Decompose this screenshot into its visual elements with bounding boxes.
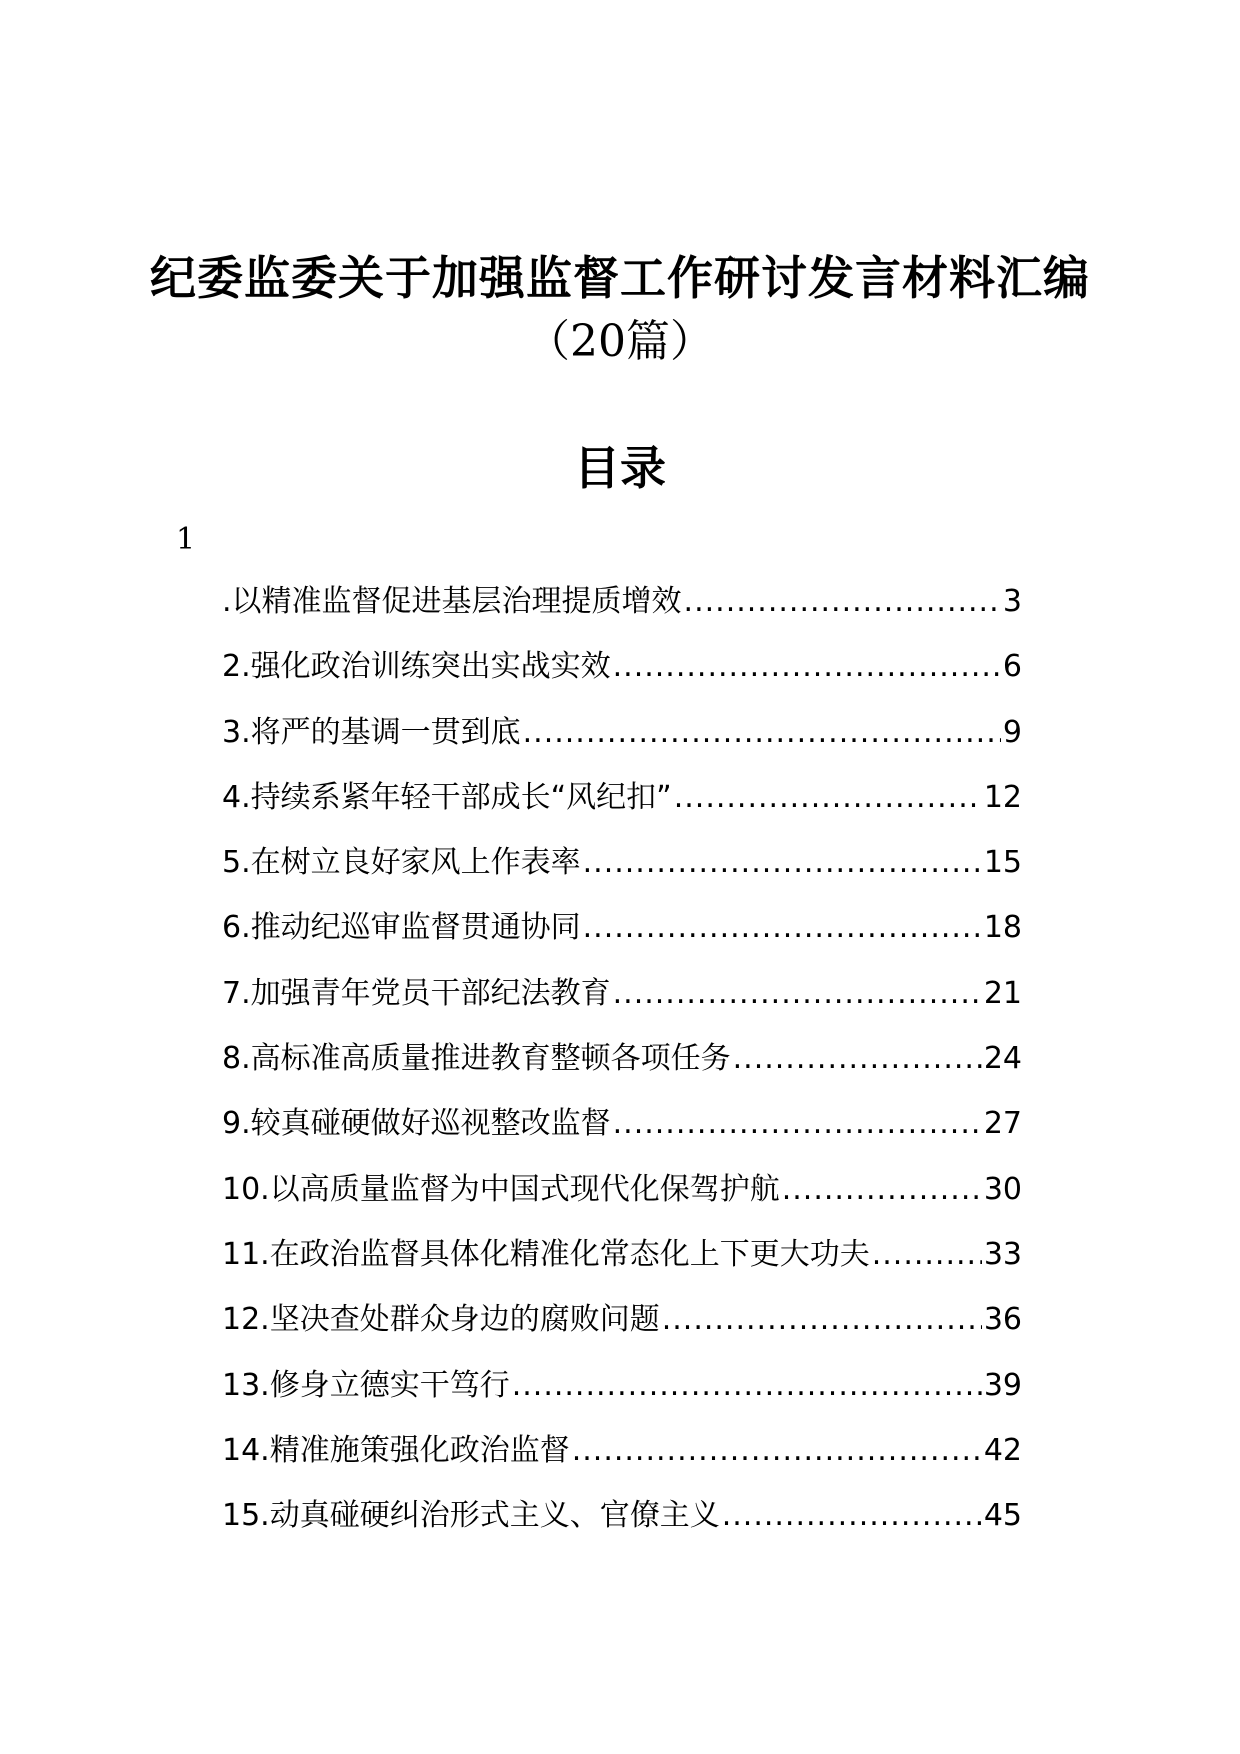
toc-entry-5[interactable]	[222, 843, 1022, 908]
toc-entry-14[interactable]	[222, 1431, 1022, 1496]
document-subtitle: （20篇）	[526, 316, 714, 367]
toc-page-number: 45	[983, 1498, 1022, 1534]
toc-entry-6[interactable]	[222, 908, 1022, 973]
toc-dot-leader	[662, 1300, 982, 1340]
toc-page-number: 12	[983, 779, 1022, 815]
table-of-contents	[222, 582, 1022, 1561]
toc-entry-4[interactable]	[222, 778, 1022, 843]
toc-heading: 目录	[574, 441, 666, 495]
toc-entry-title: 10.以高质量监督为中国式现代化保驾护航	[222, 1171, 780, 1207]
toc-page-number: 9	[1002, 714, 1022, 750]
toc-entry-title: 12.坚决查处群众身边的腐败问题	[222, 1302, 660, 1338]
toc-dot-leader	[613, 1104, 982, 1144]
toc-entry-title: 7.加强青年党员干部纪法教育	[222, 975, 611, 1011]
toc-entry-11[interactable]	[222, 1235, 1022, 1300]
toc-dot-leader	[583, 908, 982, 948]
toc-page-number: 18	[983, 910, 1022, 946]
toc-dot-leader	[733, 1039, 982, 1079]
toc-stray-number: 1	[176, 522, 196, 557]
toc-entry-title: 11.在政治监督具体化精准化常态化上下更大功夫	[222, 1236, 870, 1272]
toc-entry-15[interactable]	[222, 1496, 1022, 1561]
toc-dot-leader	[684, 582, 1001, 622]
toc-page-number: 6	[1002, 649, 1022, 685]
toc-page-number: 27	[983, 1106, 1022, 1142]
toc-dot-leader	[512, 1366, 982, 1406]
toc-page-number: 3	[1002, 584, 1022, 619]
toc-entry-title: 2.强化政治训练突出实战实效	[222, 649, 611, 685]
document-title: 纪委监委关于加强监督工作研讨发言材料汇编	[150, 251, 1090, 305]
toc-entry-title: 5.在树立良好家风上作表率	[222, 845, 581, 881]
toc-entry-10[interactable]	[222, 1170, 1022, 1235]
toc-entry-title: 3.将严的基调一贯到底	[222, 714, 521, 750]
toc-entry-2[interactable]	[222, 647, 1022, 712]
toc-entry-13[interactable]	[222, 1366, 1022, 1431]
toc-entry-title: 15.动真碰硬纠治形式主义、官僚主义	[222, 1498, 720, 1534]
toc-page-number: 42	[983, 1432, 1022, 1468]
toc-entry-title: 8.高标准高质量推进教育整顿各项任务	[222, 1041, 731, 1077]
toc-entry-title: 6.推动纪巡审监督贯通协同	[222, 910, 581, 946]
toc-page-number: 30	[983, 1171, 1022, 1207]
toc-dot-leader	[782, 1170, 982, 1210]
toc-entry-3[interactable]	[222, 713, 1022, 778]
toc-entry-12[interactable]	[222, 1300, 1022, 1365]
toc-entry-9[interactable]	[222, 1104, 1022, 1169]
toc-entry-title: 14.精准施策强化政治监督	[222, 1432, 570, 1468]
toc-page-number: 24	[983, 1041, 1022, 1077]
toc-page-number: 33	[983, 1236, 1022, 1272]
toc-entry-1[interactable]	[222, 582, 1022, 647]
toc-entry-7[interactable]	[222, 974, 1022, 1039]
toc-page-number: 21	[983, 975, 1022, 1011]
toc-entry-title: 9.较真碰硬做好巡视整改监督	[222, 1106, 611, 1142]
toc-dot-leader	[583, 843, 982, 883]
toc-page-number: 36	[983, 1302, 1022, 1338]
toc-entry-title: .以精准监督促进基层治理提质增效	[222, 584, 682, 619]
toc-dot-leader	[523, 713, 1001, 753]
toc-page-number: 15	[983, 845, 1022, 881]
toc-dot-leader	[872, 1235, 982, 1275]
toc-dot-leader	[722, 1496, 982, 1536]
toc-entry-title: 13.修身立德实干笃行	[222, 1367, 510, 1403]
toc-dot-leader	[613, 647, 1001, 687]
toc-entry-title: 4.持续系紧年轻干部成长“风纪扣”	[222, 779, 672, 815]
toc-dot-leader	[613, 974, 982, 1014]
toc-entry-8[interactable]	[222, 1039, 1022, 1104]
toc-page-number: 39	[983, 1367, 1022, 1403]
toc-dot-leader	[572, 1431, 982, 1471]
toc-dot-leader	[674, 778, 982, 818]
